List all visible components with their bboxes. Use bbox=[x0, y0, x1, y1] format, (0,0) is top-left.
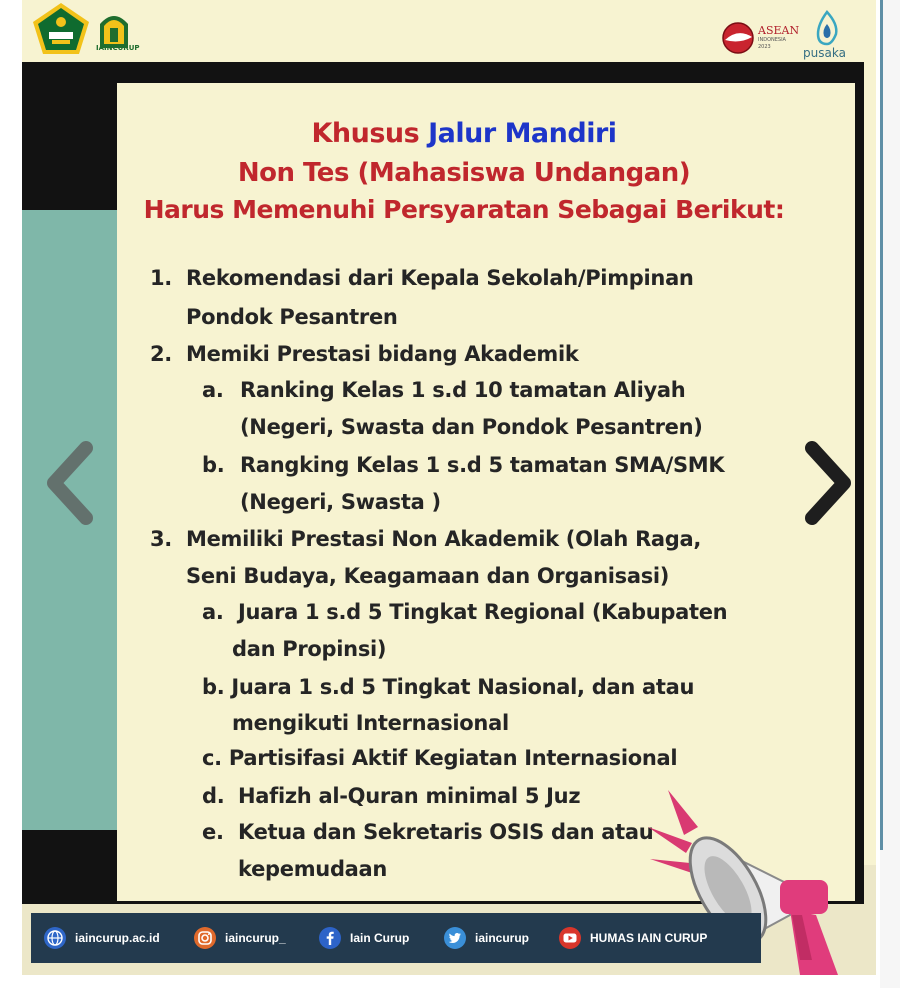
title-highlight: Jalur Mandiri bbox=[428, 118, 617, 149]
list-subitem: b. Juara 1 s.d 5 Tingkat Nasional, dan atau bbox=[202, 675, 695, 699]
list-letter: e. bbox=[202, 820, 224, 844]
twitter-icon bbox=[443, 926, 467, 950]
list-letter: b. bbox=[202, 453, 225, 477]
facebook-label: Iain Curup bbox=[350, 931, 410, 945]
chevron-left-icon[interactable] bbox=[42, 438, 98, 528]
list-text: Rekomendasi dari Kepala Sekolah/Pimpinan bbox=[186, 266, 694, 290]
footer-website[interactable] bbox=[43, 925, 160, 951]
list-number: 1. bbox=[150, 266, 172, 290]
list-continuation: (Negeri, Swasta ) bbox=[240, 490, 441, 514]
list-continuation: mengikuti Internasional bbox=[232, 711, 509, 735]
list-text: Ranking Kelas 1 s.d 10 tamatan Aliyah bbox=[240, 378, 686, 402]
list-number: 2. bbox=[150, 342, 172, 366]
asean-text: ASEAN bbox=[758, 24, 800, 37]
facebook-icon bbox=[318, 926, 342, 950]
instagram-icon bbox=[193, 926, 217, 950]
list-text: Hafizh al-Quran minimal 5 Juz bbox=[238, 784, 581, 808]
title-line-2: Non Tes (Mahasiswa Undangan) bbox=[237, 158, 691, 188]
list-subitem bbox=[202, 378, 685, 402]
twitter-label: iaincurup bbox=[475, 931, 530, 945]
chevron-right-icon[interactable] bbox=[800, 438, 856, 528]
list-continuation: Seni Budaya, Keagamaan dan Organisasi) bbox=[186, 564, 670, 588]
scrollbar[interactable] bbox=[880, 0, 900, 988]
list-subitem bbox=[202, 600, 727, 624]
list-item bbox=[150, 527, 701, 551]
footer-youtube[interactable] bbox=[558, 925, 707, 951]
list-subitem bbox=[202, 784, 580, 808]
list-continuation: Pondok Pesantren bbox=[186, 305, 398, 329]
list-item bbox=[150, 266, 694, 290]
footer-facebook[interactable] bbox=[318, 925, 409, 951]
iain-logo-text: IAINCURUP bbox=[96, 44, 140, 52]
list-letter: a. bbox=[202, 378, 224, 402]
list-text: Memiki Prestasi bidang Akademik bbox=[186, 342, 579, 366]
pusaka-logo bbox=[812, 10, 842, 48]
list-item bbox=[150, 342, 579, 366]
website-label: iaincurup.ac.id bbox=[75, 931, 160, 945]
list-text: Juara 1 s.d 5 Tingkat Regional (Kabupaten bbox=[238, 600, 728, 624]
scrollbar-thumb[interactable] bbox=[880, 0, 883, 850]
list-continuation: kepemudaan bbox=[238, 857, 388, 881]
youtube-label: HUMAS IAIN CURUP bbox=[590, 931, 708, 945]
list-text: Memiliki Prestasi Non Akademik (Olah Raga, bbox=[186, 527, 702, 551]
globe-icon bbox=[43, 926, 67, 950]
instagram-label: iaincurup_ bbox=[225, 931, 286, 945]
list-subitem: c. Partisifasi Aktif Kegiatan Internasional bbox=[202, 746, 678, 770]
list-text: Rangking Kelas 1 s.d 5 tamatan SMA/SMK bbox=[240, 453, 725, 477]
youtube-icon bbox=[558, 926, 582, 950]
list-text: Ketua dan Sekretaris OSIS dan atau bbox=[238, 820, 654, 844]
title-line-3: Harus Memenuhi Persyaratan Sebagai Berikut: bbox=[143, 195, 785, 224]
asean-country-text: INDONESIA bbox=[758, 37, 786, 43]
list-continuation: (Negeri, Swasta dan Pondok Pesantren) bbox=[240, 415, 703, 439]
list-subitem bbox=[202, 453, 724, 477]
pusaka-text: pusaka bbox=[803, 46, 846, 60]
list-continuation: dan Propinsi) bbox=[232, 637, 387, 661]
list-letter: d. bbox=[202, 784, 225, 808]
footer-instagram[interactable] bbox=[193, 925, 286, 951]
list-subitem bbox=[202, 820, 653, 844]
footer-twitter[interactable] bbox=[443, 925, 529, 951]
list-letter: a. bbox=[202, 600, 224, 624]
title-prefix: Khusus bbox=[311, 118, 429, 149]
title-line-1 bbox=[95, 118, 833, 149]
kemenag-logo bbox=[32, 2, 90, 56]
list-number: 3. bbox=[150, 527, 172, 551]
asean-year-text: 2023 bbox=[758, 44, 771, 50]
